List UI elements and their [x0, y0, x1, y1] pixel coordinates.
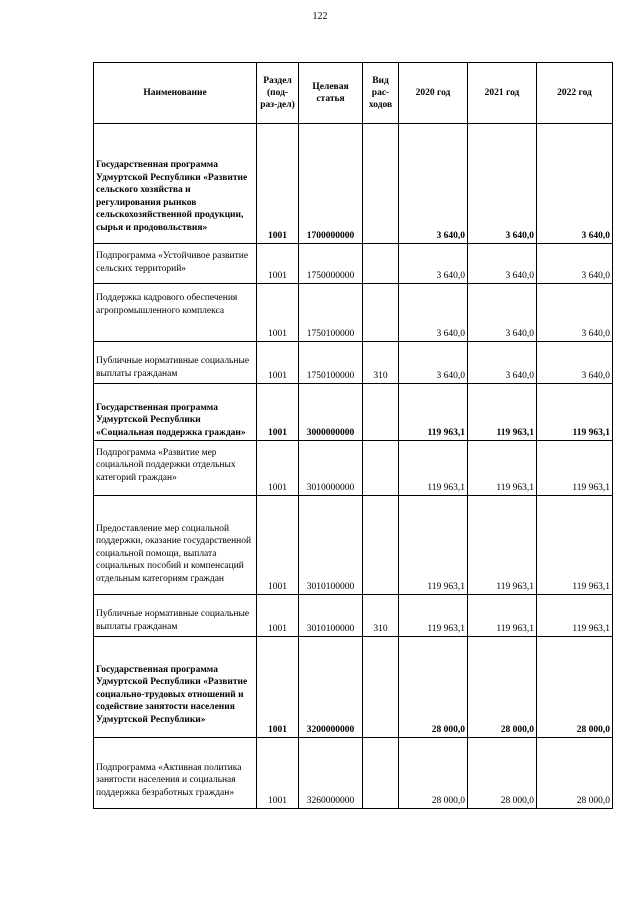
row-2021: 119 963,1	[468, 496, 537, 595]
row-2022: 119 963,1	[537, 384, 613, 441]
table-row	[94, 244, 613, 284]
row-expense	[363, 384, 399, 441]
row-2020: 3 640,0	[399, 284, 468, 342]
table-row	[94, 595, 613, 637]
row-target: 3000000000	[299, 384, 363, 441]
header-section: Раздел (под-раз-дел)	[257, 63, 299, 124]
row-section: 1001	[257, 595, 299, 637]
row-2021: 119 963,1	[468, 441, 537, 496]
row-2022: 119 963,1	[537, 595, 613, 637]
header-2022: 2022 год	[537, 63, 613, 124]
row-2020: 3 640,0	[399, 342, 468, 384]
row-expense	[363, 637, 399, 738]
table-row	[94, 496, 613, 595]
row-target: 1750100000	[299, 342, 363, 384]
row-expense: 310	[363, 342, 399, 384]
header-expense: Вид рас-ходов	[363, 63, 399, 124]
table-row	[94, 124, 613, 244]
row-name: Публичные нормативные социальные выплаты гражданам	[94, 595, 257, 637]
row-section: 1001	[257, 738, 299, 809]
row-section: 1001	[257, 244, 299, 284]
row-section: 1001	[257, 124, 299, 244]
row-target: 3200000000	[299, 637, 363, 738]
row-name: Государственная программа Удмуртской Республики «Развитие социально-трудовых отношений и содействие занятости населения Удмуртской Республики»	[94, 637, 257, 738]
row-section: 1001	[257, 637, 299, 738]
header-name: Наименование	[94, 63, 257, 124]
table-row	[94, 284, 613, 342]
row-section: 1001	[257, 284, 299, 342]
row-2020: 119 963,1	[399, 595, 468, 637]
row-name: Государственная программа Удмуртской Республики «Социальная поддержка граждан»	[94, 384, 257, 441]
row-section: 1001	[257, 384, 299, 441]
header-2020: 2020 год	[399, 63, 468, 124]
row-2022: 119 963,1	[537, 441, 613, 496]
row-name: Подпрограмма «Устойчивое развитие сельских территорий»	[94, 244, 257, 284]
row-expense	[363, 284, 399, 342]
row-2021: 119 963,1	[468, 595, 537, 637]
row-section: 1001	[257, 496, 299, 595]
row-expense	[363, 124, 399, 244]
row-name: Предоставление мер социальной поддержки, оказание государственной социальной помощи, выплата социальных пособий и компенсаций отдельным категориям граждан	[94, 496, 257, 595]
row-name: Подпрограмма «Развитие мер социальной поддержки отдельных категорий граждан»	[94, 441, 257, 496]
page-number: 122	[312, 11, 328, 22]
row-2020: 28 000,0	[399, 738, 468, 809]
row-2021: 28 000,0	[468, 637, 537, 738]
row-expense	[363, 441, 399, 496]
row-expense: 310	[363, 595, 399, 637]
row-name: Государственная программа Удмуртской Республики «Развитие сельского хозяйства и регулирования рынков сельскохозяйственной продукции, сырья и продовольствия»	[94, 124, 257, 244]
row-2021: 3 640,0	[468, 342, 537, 384]
row-2021: 3 640,0	[468, 284, 537, 342]
row-2021: 3 640,0	[468, 124, 537, 244]
row-2020: 3 640,0	[399, 124, 468, 244]
row-target: 3010100000	[299, 595, 363, 637]
table-row	[94, 384, 613, 441]
row-expense	[363, 738, 399, 809]
table-row	[94, 342, 613, 384]
row-2020: 119 963,1	[399, 384, 468, 441]
row-2022: 3 640,0	[537, 244, 613, 284]
row-2022: 3 640,0	[537, 342, 613, 384]
row-target: 1750000000	[299, 244, 363, 284]
header-2021: 2021 год	[468, 63, 537, 124]
row-2021: 119 963,1	[468, 384, 537, 441]
row-2022: 119 963,1	[537, 496, 613, 595]
row-target: 1750100000	[299, 284, 363, 342]
table-row	[94, 738, 613, 809]
budget-table	[93, 62, 613, 809]
row-section: 1001	[257, 441, 299, 496]
row-name: Публичные нормативные социальные выплаты гражданам	[94, 342, 257, 384]
row-target: 1700000000	[299, 124, 363, 244]
row-2020: 28 000,0	[399, 637, 468, 738]
header-target: Целевая статья	[299, 63, 363, 124]
row-target: 3010000000	[299, 441, 363, 496]
row-target: 3260000000	[299, 738, 363, 809]
row-2022: 28 000,0	[537, 637, 613, 738]
row-target: 3010100000	[299, 496, 363, 595]
header-row	[94, 63, 613, 124]
row-2020: 119 963,1	[399, 441, 468, 496]
row-name: Поддержка кадрового обеспечения агропромышленного комплекса	[94, 284, 257, 342]
row-expense	[363, 244, 399, 284]
row-2022: 3 640,0	[537, 124, 613, 244]
row-2022: 28 000,0	[537, 738, 613, 809]
row-section: 1001	[257, 342, 299, 384]
row-2020: 119 963,1	[399, 496, 468, 595]
row-expense	[363, 496, 399, 595]
row-2022: 3 640,0	[537, 284, 613, 342]
row-name: Подпрограмма «Активная политика занятости населения и социальная поддержка безработных граждан»	[94, 738, 257, 809]
row-2021: 28 000,0	[468, 738, 537, 809]
table-row	[94, 637, 613, 738]
row-2021: 3 640,0	[468, 244, 537, 284]
table-row	[94, 441, 613, 496]
row-2020: 3 640,0	[399, 244, 468, 284]
